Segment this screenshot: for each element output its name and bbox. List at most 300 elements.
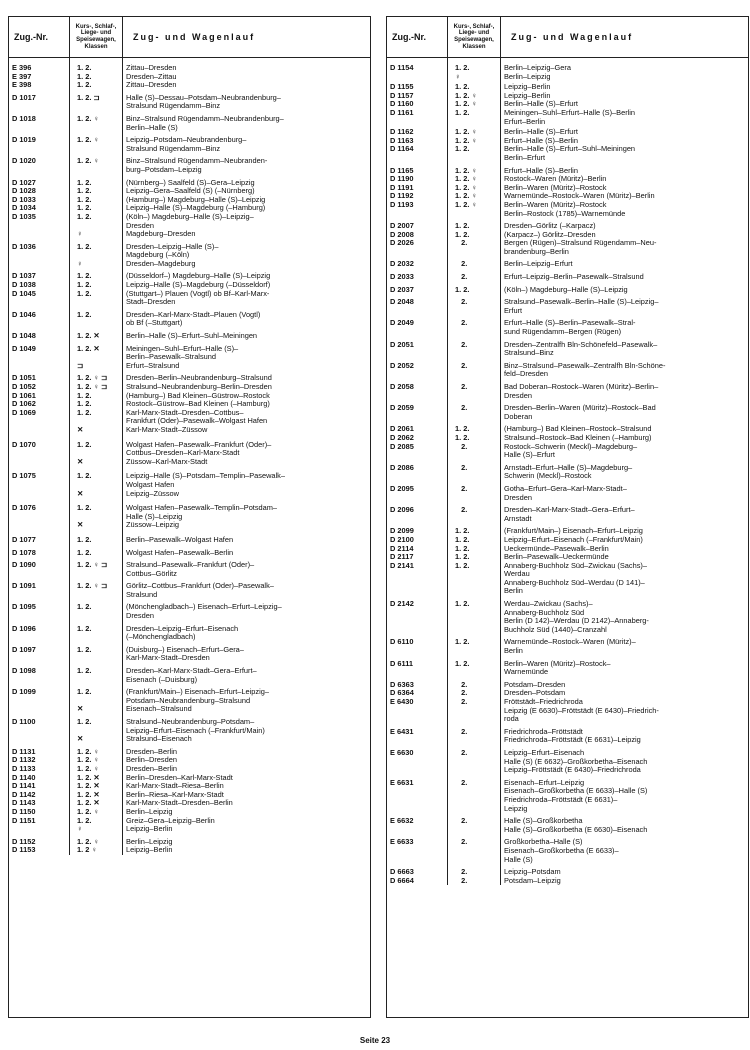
route-line: Arnstadt — [504, 514, 532, 523]
route-line: Erfurt — [504, 306, 523, 315]
train-number: E 6431 — [390, 726, 414, 736]
car-classes: 1. 2. — [77, 439, 92, 449]
route-line: Stralsund–Binz — [504, 349, 554, 358]
route-line: Berlin–Leipzig–Gera — [504, 64, 571, 72]
route-line: Meiningen–Suhl–Erfurt–Halle (S)–Berlin — [504, 108, 636, 117]
train-number: D 1070 — [12, 439, 36, 449]
train-row — [9, 490, 370, 499]
route-line: Eisenach–Großkorbetha (E 6633)– — [504, 846, 619, 855]
route — [122, 136, 370, 153]
route-line: (Nürnberg–) Saalfeld (S)–Gera–Leipzig — [126, 178, 255, 187]
route — [122, 838, 370, 847]
car-classes: 2. — [455, 816, 468, 826]
train-row — [387, 749, 748, 775]
route-line: Arnstadt–Erfurt–Halle (S)–Magdeburg– — [504, 463, 633, 472]
route-line: Friedrichroda–Fröttstädt (E 6631)– — [504, 795, 618, 804]
column-divider — [122, 58, 123, 855]
car-classes: 1. 2. — [77, 280, 92, 290]
route-line: Karl-Marx-Stadt–Dresden — [126, 654, 210, 663]
train-number: E 6430 — [390, 697, 414, 706]
train-number: D 2114 — [390, 543, 414, 553]
route — [122, 392, 370, 401]
train-row — [9, 718, 370, 735]
train-row — [9, 603, 370, 620]
train-row — [9, 400, 370, 409]
route — [500, 877, 748, 886]
train-row — [387, 167, 748, 176]
train-number — [9, 735, 69, 744]
train-row — [387, 443, 748, 460]
route — [500, 92, 748, 101]
route — [122, 362, 370, 371]
route-line: Dresden — [126, 221, 154, 230]
route — [122, 646, 370, 663]
train-row — [9, 549, 370, 558]
table-body — [387, 58, 748, 885]
route — [122, 536, 370, 545]
route-line: Stralsund–Pasewalk–Berlin–Halle (S)–Leipzig– — [504, 298, 659, 307]
route — [500, 527, 748, 536]
train-row — [9, 272, 370, 281]
car-classes: 1. 2. — [77, 390, 92, 400]
route-line: Berlin–Waren (Müritz)–Rostock — [504, 183, 607, 192]
train-row — [387, 175, 748, 184]
train-number: D 6363 — [390, 679, 414, 689]
train-number: D 6663 — [390, 867, 414, 877]
car-classes: 2. — [455, 272, 468, 282]
route-line: Bergen (Rügen)–Stralsund Rügendamm–Neu- — [504, 239, 657, 248]
route — [500, 260, 748, 269]
car-classes: 1. 2. — [77, 271, 92, 281]
route-line: Eisenach (–Duisburg) — [126, 675, 198, 684]
car-classes: ✕ — [77, 456, 84, 466]
train-row — [387, 600, 748, 634]
train-number: E 6633 — [390, 837, 414, 847]
route — [122, 230, 370, 239]
car-classes: 2. — [455, 403, 468, 413]
train-row — [387, 100, 748, 109]
header-zug-nr: Zug.-Nr. — [9, 17, 70, 57]
route — [500, 728, 748, 745]
car-classes: ✕ — [77, 704, 84, 714]
car-classes: 1. 2. ♀ ⊐ — [77, 581, 108, 591]
train-number: D 1077 — [12, 534, 36, 544]
route — [122, 332, 370, 341]
route-line: Berlin–Halle (S)–Erfurt — [504, 100, 578, 109]
route — [122, 825, 370, 834]
train-number: D 1191 — [390, 182, 414, 192]
train-row — [9, 735, 370, 744]
header-col2-line: Liege- und — [458, 30, 490, 37]
route-line: Berlin–Waren (Müritz)–Rostock — [504, 200, 607, 209]
route — [500, 100, 748, 109]
route-line: Dresden–Zentralfh Bln-Schönefeld–Pasewalk– — [504, 340, 658, 349]
car-classes: 1. 2. ♀ — [77, 156, 99, 166]
route — [122, 817, 370, 826]
train-number: D 1018 — [12, 113, 36, 123]
train-row — [387, 817, 748, 834]
route-line: Dresden–Görlitz (–Karpacz) — [504, 222, 596, 231]
car-classes: 2. — [455, 318, 468, 328]
route — [500, 231, 748, 240]
route-line: Dresden–Karl-Marx-Stadt–Plauen (Vogtl) — [126, 310, 261, 319]
route — [500, 137, 748, 146]
car-classes: 1. 2. — [77, 211, 92, 221]
train-row — [9, 846, 370, 855]
train-number: D 1161 — [390, 107, 414, 117]
route-line: Halle (S)–Dessau–Potsdam–Neubrandenburg– — [126, 93, 281, 102]
train-row — [387, 83, 748, 92]
car-classes: ✕ — [77, 734, 84, 744]
header-col2-line: Kurs-, Schlaf-, — [453, 23, 495, 30]
train-row — [9, 791, 370, 800]
car-classes: ♀ — [77, 824, 83, 834]
route-line: Zittau–Dresden — [126, 81, 177, 90]
route — [500, 817, 748, 834]
train-number: D 1155 — [390, 82, 414, 92]
route — [122, 688, 370, 705]
train-number: D 2052 — [390, 360, 414, 370]
train-number: D 1017 — [12, 92, 36, 102]
train-row — [9, 799, 370, 808]
route — [122, 549, 370, 558]
train-row — [387, 638, 748, 655]
car-classes: 2. — [455, 697, 468, 706]
route-line: Dresden — [126, 612, 154, 621]
train-row — [9, 311, 370, 328]
train-row — [387, 434, 748, 443]
route — [122, 705, 370, 714]
car-classes: 2. — [455, 382, 468, 391]
train-number: E 6632 — [390, 816, 414, 826]
car-classes: 1. 2. ♀ — [455, 191, 477, 201]
train-row — [9, 667, 370, 684]
route-line: Binz–Stralsund Rügendamm–Neubranden- — [126, 157, 268, 166]
route-line: Rostock–Waren (Müritz)–Berlin — [504, 175, 607, 184]
train-row — [9, 825, 370, 834]
route-line: Doberan — [504, 412, 533, 421]
car-classes: 1. 2. — [77, 309, 92, 319]
train-number: D 1099 — [12, 687, 36, 697]
train-row — [9, 281, 370, 290]
route — [500, 868, 748, 877]
car-classes: 1. 2. — [77, 80, 92, 90]
train-row — [9, 345, 370, 362]
route-line: Erfurt–Leipzig–Berlin–Pasewalk–Stralsund — [504, 273, 644, 282]
train-row — [387, 485, 748, 502]
car-classes: 1. 2. ♀ — [77, 836, 99, 846]
car-classes: 1. 2. ✕ — [77, 343, 100, 353]
car-classes: 1. 2. ♀ ⊐ — [77, 373, 108, 383]
route-line: Dresden–Karl-Marx-Stadt–Gera–Erfurt– — [126, 667, 257, 676]
route-line: Buchholz Süd (1440)–Cranzahl — [504, 625, 607, 634]
train-row — [9, 625, 370, 642]
route — [122, 196, 370, 205]
route-line: Dresden–Leipzig–Halle (S)– — [126, 242, 219, 251]
route-line: Berlin–Leipzig — [126, 807, 173, 816]
car-classes: 1. 2. — [77, 399, 92, 409]
route-line: Stralsund Rügendamm–Binz — [126, 144, 221, 153]
route-line: Züssow–Karl-Marx-Stadt — [126, 457, 208, 466]
route-line: Erfurt–Halle (S)–Berlin — [504, 136, 578, 145]
route-line: Berlin–Halle (S) — [126, 123, 178, 132]
train-row — [9, 748, 370, 757]
train-number: D 1150 — [12, 806, 36, 816]
route-line: Leipzig–Berlin — [504, 91, 551, 100]
train-number: D 2059 — [390, 403, 414, 413]
car-classes: 2. — [455, 867, 468, 877]
route — [122, 472, 370, 489]
train-row — [9, 688, 370, 705]
header-col2-line: Speisewagen, — [454, 37, 494, 43]
route — [122, 281, 370, 290]
route-line: Leipzig–Potsdam — [504, 868, 561, 877]
route — [500, 128, 748, 137]
car-classes: 2. — [455, 777, 468, 787]
train-number: D 2037 — [390, 284, 414, 294]
train-row — [387, 545, 748, 554]
train-number: D 1098 — [12, 666, 36, 676]
car-classes: 2. — [455, 441, 468, 451]
route-line: Dresden–Berlin–Waren (Müritz)–Rostock–Bad — [504, 404, 656, 413]
route — [122, 846, 370, 855]
train-row — [387, 838, 748, 864]
train-row — [9, 582, 370, 599]
table-header — [387, 17, 748, 58]
route-line: Meiningen–Suhl–Erfurt–Halle (S)– — [126, 344, 239, 353]
route-line: Frankfurt (Oder)–Pasewalk–Wolgast Hafen — [126, 417, 268, 426]
train-row — [387, 319, 748, 336]
route-line: sund Rügendamm–Bergen (Rügen) — [504, 328, 622, 337]
train-row — [387, 286, 748, 295]
car-classes: 1. 2. ✕ — [77, 772, 100, 782]
car-classes: 1. 2. ✕ — [77, 789, 100, 799]
car-classes: 1. 2. — [77, 471, 92, 481]
header-zug-nr: Zug.-Nr. — [387, 17, 448, 57]
route-line: Werdau — [504, 570, 530, 579]
route — [122, 441, 370, 458]
car-classes: 1. 2. — [77, 186, 92, 196]
train-number: D 1037 — [12, 271, 36, 281]
train-row — [9, 472, 370, 489]
header-zuglauf: Zug- und Wagenlauf — [133, 32, 256, 42]
car-classes: 1. 2. — [455, 432, 470, 442]
car-classes: 2. — [455, 837, 468, 847]
route-line: Leipzig–Halle (S)–Potsdam–Templin–Pasewalk– — [126, 472, 285, 481]
route-line: Berlin–Halle (S)–Erfurt — [504, 128, 578, 137]
route-line: Berlin — [504, 647, 523, 656]
route — [500, 184, 748, 193]
train-number: D 1151 — [12, 815, 36, 825]
car-classes: 1. 2. — [455, 63, 470, 72]
train-number: D 1036 — [12, 241, 36, 251]
route — [500, 73, 748, 82]
train-row — [387, 201, 748, 218]
car-classes: 1. 2. — [77, 717, 92, 726]
route — [500, 383, 748, 400]
car-classes: 1. 2. ♀ — [77, 113, 99, 123]
train-number: D 2051 — [390, 339, 414, 349]
route-line: Berlin–Leipzig — [126, 837, 173, 846]
car-classes: 1. 2. — [455, 637, 470, 647]
route-line: Wolgast Hafen–Pasewalk–Templin–Potsdam– — [126, 504, 278, 513]
route-line: Stralsund — [126, 590, 158, 599]
train-number: D 1140 — [12, 772, 36, 782]
header-col2-line: Klassen — [84, 43, 108, 50]
route — [122, 383, 370, 392]
train-number: D 6111 — [390, 658, 414, 668]
route — [122, 782, 370, 791]
train-number: D 1163 — [390, 135, 414, 145]
train-number: D 6110 — [390, 637, 414, 647]
car-classes: 2. — [455, 360, 468, 370]
route-line: Leipzig–Halle (S)–Magdeburg (–Hamburg) — [126, 204, 266, 213]
route-line: Potsdam–Neubrandenburg–Stralsund — [126, 696, 251, 705]
route — [500, 485, 748, 502]
car-classes: 2. — [455, 259, 468, 269]
car-classes: 1. 2. — [77, 666, 92, 676]
car-classes: 1. 2. ♀ — [455, 99, 477, 109]
route-line: Schwerin (Meckl)–Rostock — [504, 472, 592, 481]
train-number — [9, 825, 69, 834]
route-line: (Hamburg–) Bad Kleinen–Rostock–Stralsund — [504, 425, 652, 434]
train-number — [387, 73, 447, 82]
train-row — [387, 868, 748, 877]
train-row — [9, 187, 370, 196]
train-row — [9, 94, 370, 111]
route — [500, 749, 748, 775]
route-line: Berlin–Pasewalk–Ueckermünde — [504, 553, 609, 562]
route-line: Berlin–Waren (Müritz)–Rostock– — [504, 659, 611, 668]
route — [122, 521, 370, 530]
train-row — [9, 504, 370, 521]
route — [122, 765, 370, 774]
car-classes: 1. 2. — [455, 658, 470, 668]
route-line: Annaberg-Buchholz Süd — [504, 608, 585, 617]
train-row — [9, 383, 370, 392]
route — [122, 504, 370, 521]
car-classes: 1. 2. ♀ — [455, 90, 477, 100]
train-row — [387, 73, 748, 82]
route-line: (Köln–) Magdeburg–Halle (S)–Leipzig– — [126, 212, 254, 221]
route-line: Halle (S) — [504, 855, 533, 864]
route-line: Leipzig–Erfurt–Eisenach (–Frankfurt/Main) — [126, 726, 265, 735]
car-classes: 1. 2. — [77, 177, 92, 187]
train-list — [9, 58, 370, 855]
route-line: Cottbus–Görlitz — [126, 569, 177, 578]
route-line: Annaberg-Buchholz Süd–Zwickau (Sachs)– — [504, 561, 647, 570]
route-line: Berlin — [504, 587, 523, 596]
car-classes: ✕ — [77, 520, 84, 530]
train-number: D 1164 — [390, 144, 414, 154]
car-classes: 1. 2. ♀ — [77, 755, 99, 765]
train-number: D 2086 — [390, 462, 414, 472]
train-number: D 1190 — [390, 174, 414, 184]
route — [122, 409, 370, 426]
route — [500, 201, 748, 218]
header-zuglauf: Zug- und Wagenlauf — [511, 32, 634, 42]
route-line: Magdeburg (–Köln) — [126, 251, 190, 260]
route-line: Zittau–Dresden — [126, 64, 177, 72]
route — [122, 73, 370, 82]
train-row — [9, 774, 370, 783]
train-number: D 1160 — [390, 99, 414, 109]
train-row — [387, 145, 748, 162]
route — [122, 667, 370, 684]
route-line: Berlin–Halle (S)–Erfurt–Suhl–Meiningen — [126, 332, 258, 341]
route-line: Stralsund–Rostock–Bad Kleinen (–Hamburg) — [504, 433, 652, 442]
route-line: Dresden–Leipzig–Erfurt–Eisenach — [126, 624, 239, 633]
route — [500, 681, 748, 690]
car-classes: 2. — [455, 483, 468, 493]
train-row — [9, 705, 370, 714]
train-number: D 2008 — [390, 229, 414, 239]
train-number: D 6364 — [390, 688, 414, 698]
train-row — [387, 728, 748, 745]
page-footer: Seite 23 — [359, 1036, 391, 1045]
car-classes: 1. 2. — [77, 602, 92, 612]
route — [122, 260, 370, 269]
car-classes: 1. 2. — [77, 644, 92, 654]
route-line: Leipzig–Berlin — [504, 83, 551, 92]
route — [122, 290, 370, 307]
car-classes: 1. 2. ♀ — [455, 127, 477, 137]
car-classes: 1. 2. ♀ — [77, 746, 99, 756]
route-line: Leipzig–Erfurt–Eisenach — [504, 748, 585, 757]
header-wagen-klassen — [70, 17, 123, 57]
route — [122, 157, 370, 174]
train-row — [387, 64, 748, 73]
route — [122, 213, 370, 230]
car-classes: 1. 2. — [77, 203, 92, 213]
car-classes: 1. 2. — [77, 194, 92, 204]
train-row — [387, 562, 748, 596]
car-classes: 1. 2. — [455, 107, 470, 117]
route-line: Potsdam–Dresden — [504, 680, 566, 689]
train-number: D 1133 — [12, 763, 36, 773]
train-number: D 1045 — [12, 288, 36, 298]
route-line: Dresden — [504, 391, 532, 400]
train-number: D 6664 — [390, 875, 414, 885]
route-line: Berlin–Leipzig — [504, 72, 551, 81]
route-line: Eisenach–Großkorbetha (E 6633)–Halle (S) — [504, 787, 648, 796]
train-row — [387, 536, 748, 545]
route-line: Berlin–Rostock (1785)–Warnemünde — [504, 209, 626, 218]
train-number: D 2100 — [390, 534, 414, 544]
car-classes: 1. 2. ⊐ — [77, 92, 100, 102]
train-number — [9, 230, 69, 239]
train-number: D 1132 — [12, 755, 36, 765]
car-classes: 1. 2. — [77, 815, 92, 825]
route — [122, 81, 370, 90]
train-number: D 1152 — [12, 836, 36, 846]
route-line: Bad Doberan–Rostock–Waren (Müritz)–Berlin– — [504, 383, 659, 391]
car-classes: 1. 2. — [77, 407, 92, 417]
car-classes: 2. — [455, 747, 468, 757]
car-classes: 1. 2. — [455, 560, 470, 570]
car-classes: ⊐ — [77, 360, 84, 370]
route — [500, 222, 748, 231]
route — [500, 779, 748, 813]
car-classes: 1. 2. — [455, 599, 470, 609]
car-classes: 1. 2. — [77, 241, 92, 251]
train-number: D 2117 — [390, 552, 414, 562]
route — [122, 458, 370, 467]
train-row — [387, 192, 748, 201]
route-line: (Köln–) Magdeburg–Halle (S)–Leipzig — [504, 285, 628, 294]
train-number: D 2007 — [390, 221, 414, 231]
route-line: Berlin–Pasewalk–Wolgast Hafen — [126, 535, 234, 544]
